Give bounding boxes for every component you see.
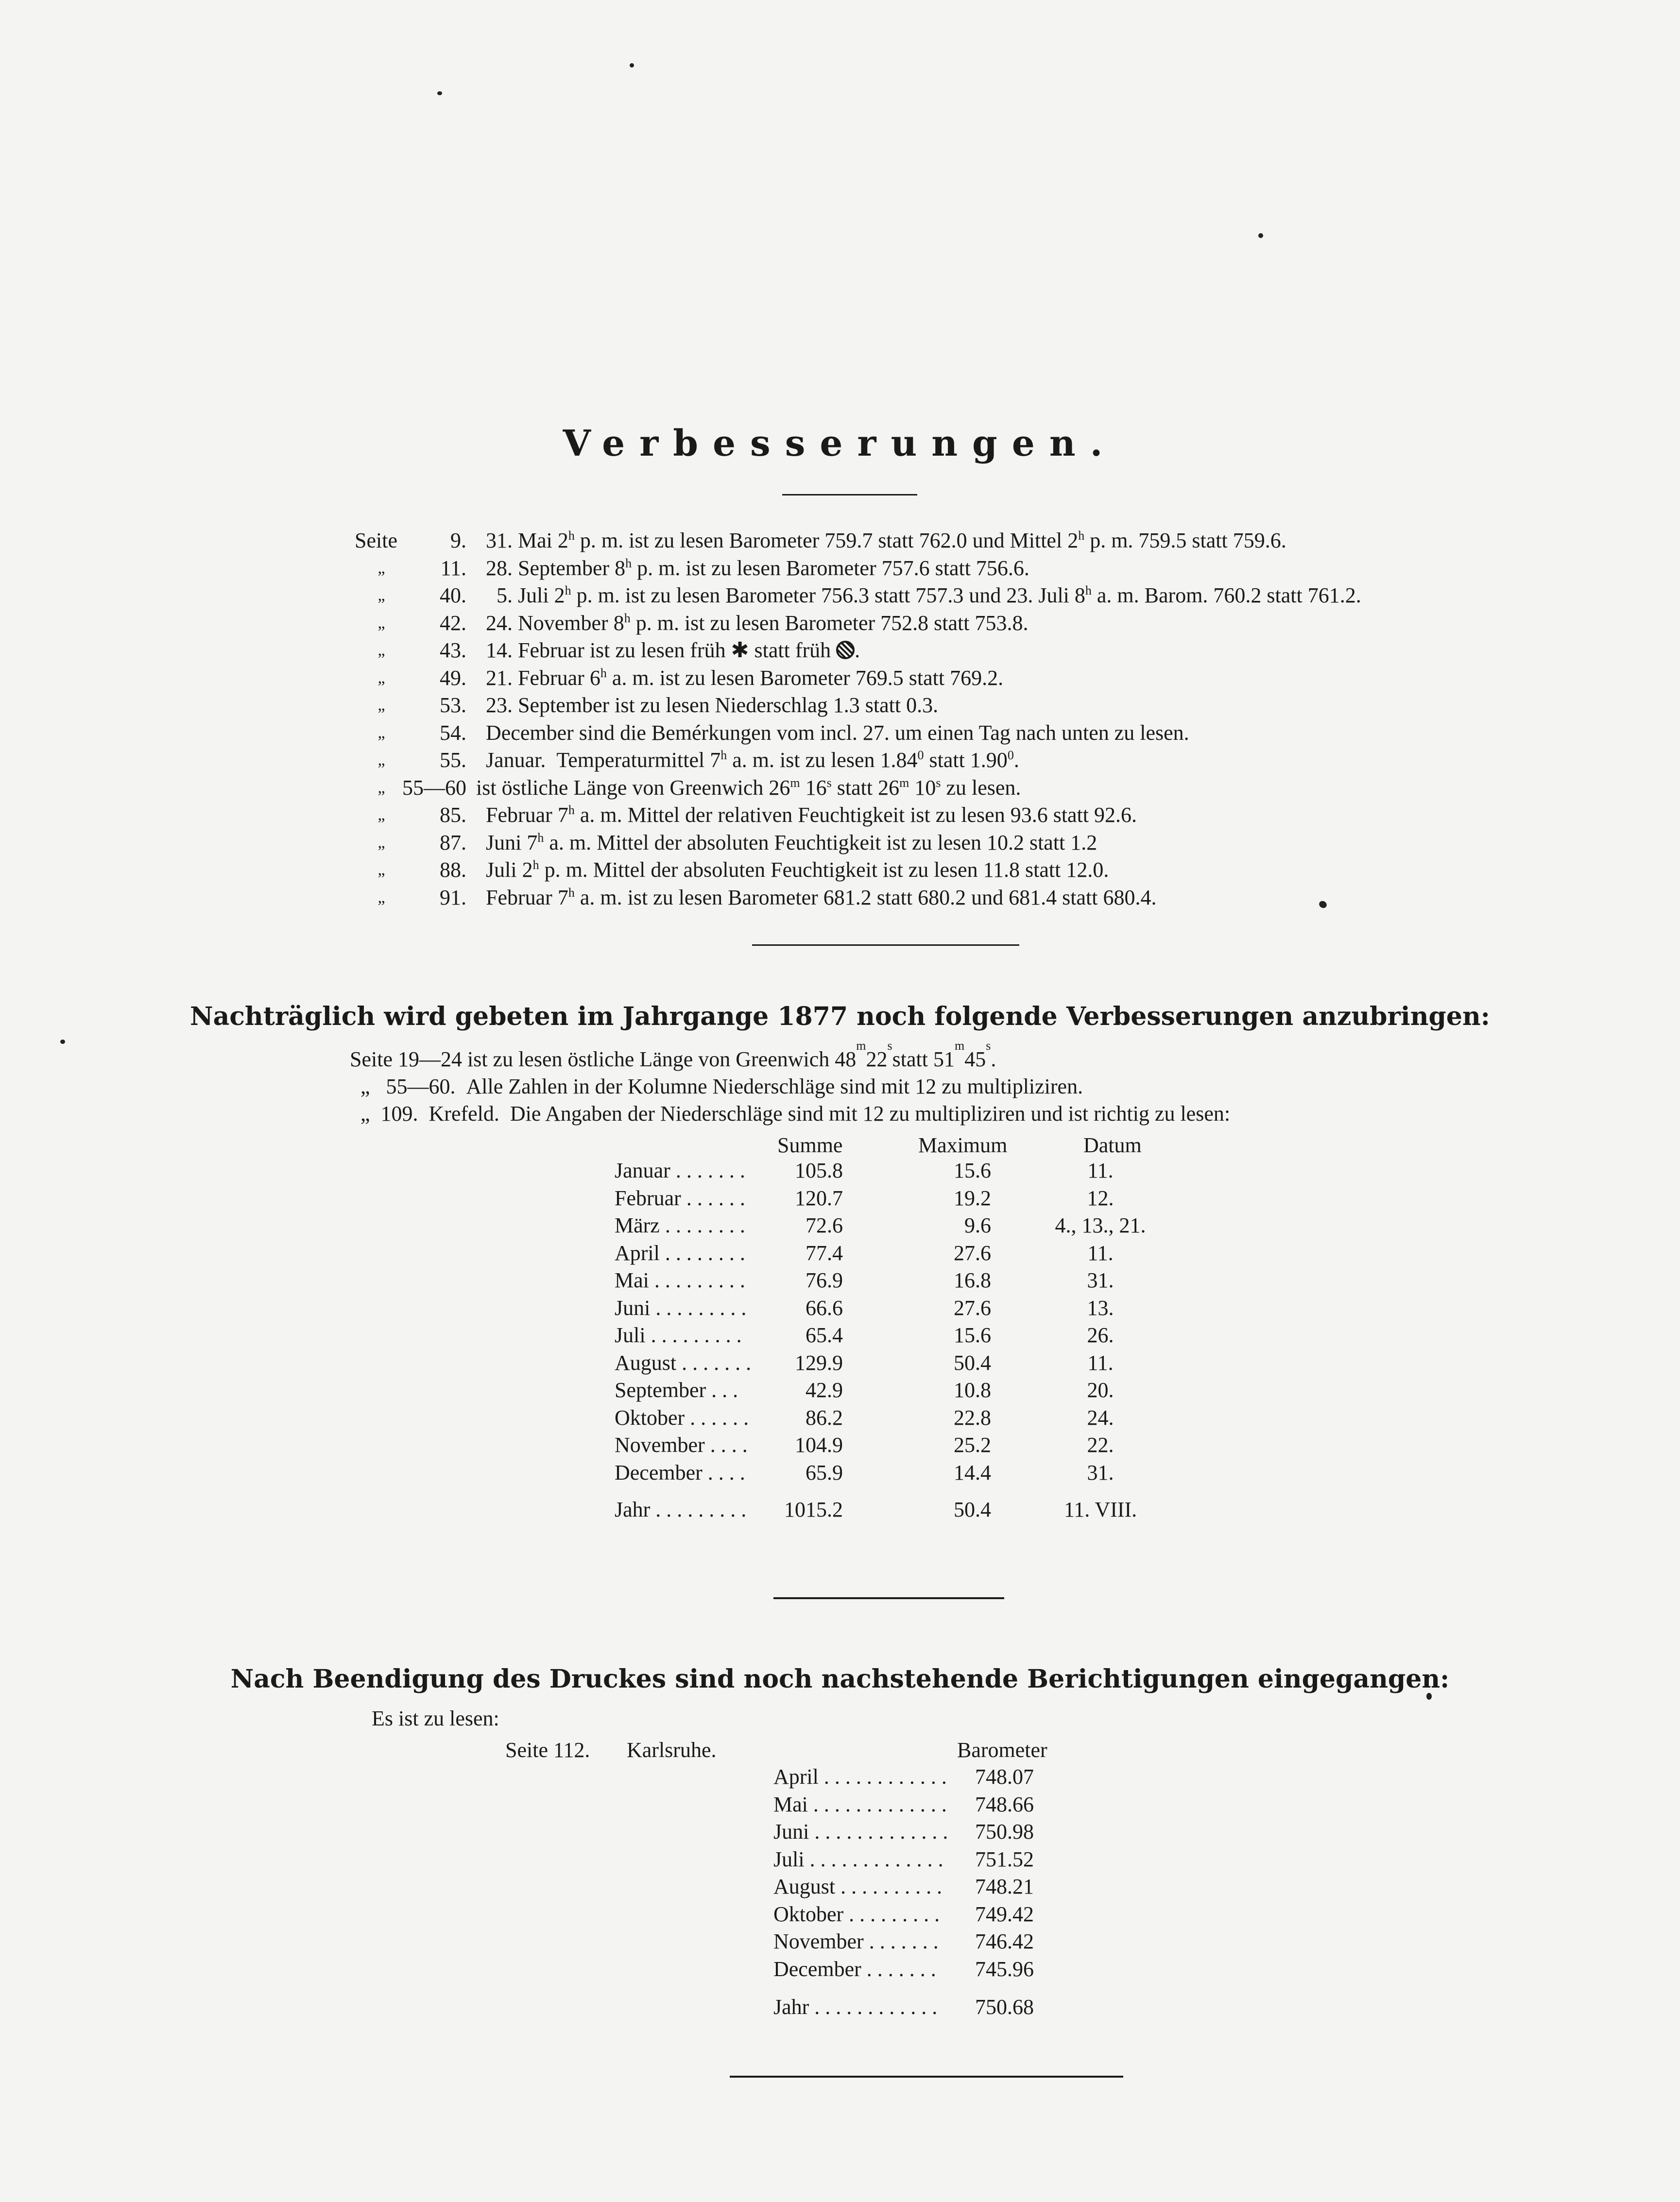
cell-datum: 11. [1087,1159,1114,1182]
table-row [615,1378,1198,1405]
cell-label: Juli . . . . . . . . . [615,1323,742,1347]
cell-label: Oktober . . . . . . [615,1405,749,1430]
cell-maximum: 10.8 [954,1378,991,1402]
cell-datum: 11. [1087,1350,1114,1375]
correction-text: ist östliche Länge von Greenwich 26$^m$ 16$^s$ statt 26$^m$ 10$^s$ zu lesen. [476,775,1021,800]
cell-datum: 31. [1087,1268,1114,1292]
correction-page: 91. [440,885,466,909]
table-row [773,1764,1114,1792]
correction-prefix: „ [377,723,385,742]
table-header-row [615,1133,1198,1158]
cell-summe: 120.7 [795,1186,843,1210]
barometer-header: Barometer [957,1738,1047,1762]
table-row [773,1847,1114,1875]
table-row [615,1350,1198,1378]
correction-text: Juni 7$^h$ a. m. Mittel der absoluten Feuchtigkeit ist zu lesen 10.2 statt 1.2 [486,830,1097,854]
cell-datum: 31. [1087,1460,1114,1485]
cell-value: 750.68 [975,1995,1034,2019]
corrections-list [355,527,1361,911]
correction-page: 55—60 [402,775,466,800]
cell-summe: 104.9 [795,1433,843,1457]
cell-maximum: 9.6 [964,1213,991,1237]
correction-row [355,829,1361,857]
cell-summe: 72.6 [806,1213,843,1237]
cell-maximum: 16.8 [954,1268,991,1292]
end-rule [730,2076,1123,2078]
correction-page: 87. [440,830,466,854]
correction-page: 54. [440,720,466,745]
correction-page: 53. [440,693,466,717]
correction-prefix: „ [377,833,385,852]
page-title: Verbesserungen. [563,423,1117,464]
cell-maximum: 15.6 [954,1159,991,1182]
cell-label: Januar . . . . . . . [615,1159,745,1182]
cell-value: 751.52 [975,1847,1034,1871]
table-row [773,1957,1114,1984]
correction-text: 23. September ist zu lesen Niederschlag 1.3 statt 0.3. [486,693,939,717]
correction-page: 42. [440,611,466,635]
correction-text: 5. Juli 2$^h$ p. m. ist zu lesen Barometer 756.3 statt 757.3 und 23. Juli 8$^h$ a. m. Barom. 760.2 statt 761.2. [486,583,1361,607]
correction-prefix: „ [377,778,385,797]
table-row [615,1268,1198,1296]
cell-summe: 105.8 [795,1159,843,1182]
correction-prefix: „ [377,586,385,604]
correction-row [355,665,1361,692]
cell-summe: 86.2 [806,1405,843,1430]
correction-page: 49. [440,666,466,690]
cell-label: Mai . . . . . . . . . . . . . [773,1792,947,1816]
section-rule [752,944,1019,946]
correction-row [355,692,1361,719]
correction-text: Januar. Temperaturmittel 7$^h$ a. m. ist zu lesen 1.84$^0$ statt 1.90$^0$. [486,748,1019,772]
correction-text: 28. September 8$^h$ p. m. ist zu lesen Barometer 757.6 statt 756.6. [486,556,1029,580]
correction-page: 43. [440,638,466,662]
cell-maximum: 50.4 [954,1350,991,1375]
correction-row [355,747,1361,774]
section-3-seite: Seite 112. [505,1738,590,1762]
correction-page: 85. [440,803,466,827]
cell-label: Jahr . . . . . . . . . . . . [773,1995,938,2019]
correction-page: 40. [440,583,466,607]
cell-datum: 11. VIII. [1063,1498,1137,1521]
scan-speck [1258,233,1263,238]
correction-text: Februar 7$^h$ a. m. Mittel der relativen Feuchtigkeit ist zu lesen 93.6 statt 92.6. [486,803,1137,827]
table-row [615,1460,1198,1488]
table-row [615,1296,1198,1323]
column-header: Maximum [918,1133,1008,1157]
correction-page: 88. [440,858,466,882]
correction-prefix: „ [377,559,385,577]
cell-summe: 65.9 [806,1460,843,1485]
cell-label: August . . . . . . . [615,1350,752,1375]
section-3-heading: Nach Beendigung des Druckes sind noch nachstehende Berichtigungen eingegangen: [230,1664,1450,1694]
cell-datum: 22. [1087,1433,1114,1457]
cell-value: 746.42 [975,1929,1034,1953]
cell-label: Mai . . . . . . . . . [615,1268,745,1292]
correction-prefix: Seite [355,529,397,552]
cell-datum: 26. [1087,1323,1114,1347]
cell-label: Februar . . . . . . [615,1186,745,1210]
cell-label: Juni . . . . . . . . . [615,1296,747,1320]
cell-datum: 4., 13., 21. [1055,1213,1146,1237]
correction-row [355,884,1361,912]
cell-summe: 65.4 [806,1323,843,1347]
correction-prefix: „ [377,614,385,632]
cell-summe: 77.4 [806,1241,843,1265]
section-rule [773,1597,1004,1599]
correction-row [355,637,1361,665]
section-2-line: „ 55—60. Alle Zahlen in der Kolumne Niederschläge sind mit 12 zu multipliziren. [350,1075,1083,1098]
cell-label: December . . . . [615,1460,745,1485]
cell-maximum: 19.2 [954,1186,991,1210]
scan-speck [630,63,634,68]
cell-maximum: 50.4 [954,1498,991,1521]
cell-label: April . . . . . . . . . . . . [773,1765,947,1789]
correction-row [355,856,1361,884]
table-row [773,1819,1114,1847]
cell-summe: 76.9 [806,1268,843,1292]
cell-label: Jahr . . . . . . . . . [615,1498,747,1521]
correction-page: 11. [440,556,466,580]
correction-prefix: „ [377,861,385,879]
correction-prefix: „ [377,641,385,659]
section-2-line: Seite 19—24 ist zu lesen östliche Länge von Greenwich 48 m 22 s statt 51 m 45 s . [350,1039,996,1071]
table-row [773,1792,1114,1820]
column-header: Datum [1083,1133,1142,1157]
cell-datum: 11. [1087,1241,1114,1265]
table-row [615,1323,1198,1350]
cell-label: Oktober . . . . . . . . . [773,1902,940,1926]
cell-value: 748.66 [975,1792,1034,1816]
section-3-place: Karlsruhe. [627,1738,717,1762]
table-row [615,1241,1198,1268]
correction-page: 55. [440,748,466,772]
cell-label: November . . . . . . . [773,1929,939,1953]
krefeld-table [615,1133,1198,1525]
correction-text: 31. Mai 2$^h$ p. m. ist zu lesen Barometer 759.7 statt 762.0 und Mittel 2$^h$ p. m. 759.5 statt 759.6. [486,529,1286,552]
cell-label: November . . . . [615,1433,748,1457]
table-row [615,1213,1198,1241]
correction-prefix: „ [377,696,385,714]
cell-value: 749.42 [975,1902,1034,1926]
scan-speck [1426,1693,1432,1700]
correction-text: 14. Februar ist zu lesen früh ✱ statt früh . [486,638,860,663]
table-row [773,1995,1114,2022]
cell-maximum: 25.2 [954,1433,991,1457]
cell-label: März . . . . . . . . [615,1213,745,1237]
correction-prefix: „ [377,888,385,906]
correction-text: Juli 2$^h$ p. m. Mittel der absoluten Feuchtigkeit ist zu lesen 11.8 statt 12.0. [486,858,1109,882]
cell-summe: 129.9 [795,1350,843,1375]
correction-text: Februar 7$^h$ a. m. ist zu lesen Barometer 681.2 statt 680.2 und 681.4 statt 680.4. [486,885,1157,909]
cell-value: 748.07 [975,1765,1034,1789]
cell-summe: 1015.2 [784,1498,843,1521]
section-3-intro: Es ist zu lesen: [372,1707,499,1730]
correction-row [355,774,1361,802]
cell-datum: 12. [1087,1186,1114,1210]
correction-row [355,802,1361,829]
table-row [773,1929,1114,1957]
correction-row [355,719,1361,747]
cell-value: 748.21 [975,1875,1034,1898]
correction-prefix: „ [377,668,385,687]
correction-row [355,610,1361,637]
table-row [615,1433,1198,1460]
column-header: Summe [777,1133,843,1157]
table-row [773,1902,1114,1929]
section-2-line: „ 109. Krefeld. Die Angaben der Niederschläge sind mit 12 zu multipliziren und ist richtig zu lesen: [350,1102,1231,1126]
table-row [615,1405,1198,1433]
table-row [615,1497,1198,1525]
cell-summe: 42.9 [806,1378,843,1402]
cell-maximum: 22.8 [954,1405,991,1430]
cell-value: 750.98 [975,1820,1034,1844]
table-row [615,1158,1198,1186]
cell-label: September . . . [615,1378,738,1402]
cell-value: 745.96 [975,1957,1034,1981]
cell-datum: 13. [1087,1296,1114,1320]
cell-label: Juli . . . . . . . . . . . . . [773,1847,943,1871]
cell-label: April . . . . . . . . [615,1241,745,1265]
cell-maximum: 27.6 [954,1296,991,1320]
correction-text: 21. Februar 6$^h$ a. m. ist zu lesen Barometer 769.5 statt 769.2. [486,666,1004,690]
correction-row [355,555,1361,582]
cell-label: December . . . . . . . [773,1957,936,1981]
cell-maximum: 14.4 [954,1460,991,1485]
cell-label: August . . . . . . . . . . [773,1875,943,1898]
cell-datum: 24. [1087,1405,1114,1430]
table-row [773,1874,1114,1902]
karlsruhe-table [773,1764,1114,2022]
correction-prefix: „ [377,806,385,824]
scan-speck [60,1040,65,1044]
section-2-lines [350,1039,1231,1127]
correction-text: 24. November 8$^h$ p. m. ist zu lesen Barometer 752.8 statt 753.8. [486,611,1029,635]
cell-maximum: 27.6 [954,1241,991,1265]
cell-label: Juni . . . . . . . . . . . . . [773,1820,948,1844]
section-2-heading: Nachträglich wird gebeten im Jahrgange 1877 noch folgende Verbesserungen anzubringen: [190,1002,1490,1031]
correction-row [355,582,1361,610]
cell-maximum: 15.6 [954,1323,991,1347]
correction-row [355,527,1361,555]
correction-text: December sind die Bemérkungen vom incl. 27. um einen Tag nach unten zu lesen. [486,720,1189,745]
correction-page: 9. [450,529,466,552]
cell-summe: 66.6 [806,1296,843,1320]
cell-datum: 20. [1087,1378,1114,1402]
correction-prefix: „ [377,751,385,769]
title-rule [782,494,917,495]
scan-speck [437,91,442,95]
table-row [615,1186,1198,1213]
